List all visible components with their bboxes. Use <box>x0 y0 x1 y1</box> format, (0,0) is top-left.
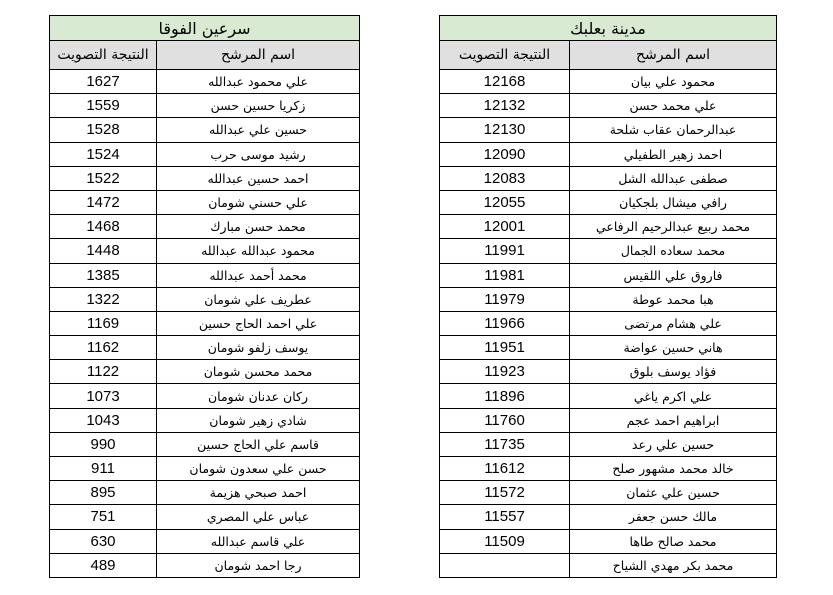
candidate-name: حسين علي عثمان <box>570 481 777 505</box>
vote-count: 11951 <box>440 336 570 360</box>
vote-count: 11981 <box>440 263 570 287</box>
vote-count: 11509 <box>440 529 570 553</box>
candidate-name: علي محمد حسن <box>570 94 777 118</box>
vote-count: 895 <box>50 481 157 505</box>
candidate-name: فؤاد يوسف بلوق <box>570 360 777 384</box>
candidate-name: حسن علي سعدون شومان <box>157 457 360 481</box>
column-header-name: اسم المرشح <box>157 41 360 70</box>
vote-count: 12001 <box>440 215 570 239</box>
table-row <box>50 94 360 118</box>
table-row <box>50 384 360 408</box>
vote-count: 751 <box>50 505 157 529</box>
table-row <box>440 239 777 263</box>
table-row <box>50 481 360 505</box>
candidate-name: محمد ربيع عبدالرحيم الرفاعي <box>570 215 777 239</box>
candidate-name: علي هشام مرتضى <box>570 311 777 335</box>
table-row <box>440 481 777 505</box>
vote-count: 11966 <box>440 311 570 335</box>
sarein-results-table <box>49 15 360 578</box>
vote-count: 1322 <box>50 287 157 311</box>
vote-count: 11991 <box>440 239 570 263</box>
table-row <box>50 505 360 529</box>
vote-count: 12130 <box>440 118 570 142</box>
vote-count: 11572 <box>440 481 570 505</box>
table-row <box>50 311 360 335</box>
candidate-name: احمد زهير الطفيلي <box>570 142 777 166</box>
vote-count: 12168 <box>440 70 570 94</box>
candidate-name: ابراهيم احمد عجم <box>570 408 777 432</box>
candidate-name: رشيد موسى حرب <box>157 142 360 166</box>
vote-count: 1559 <box>50 94 157 118</box>
table-row <box>50 529 360 553</box>
vote-count: 11735 <box>440 432 570 456</box>
candidate-name: علي اكرم ياغي <box>570 384 777 408</box>
vote-count: 11896 <box>440 384 570 408</box>
candidate-name: فاروق علي اللقيس <box>570 263 777 287</box>
table-row <box>440 553 777 577</box>
candidate-name: عطريف علي شومان <box>157 287 360 311</box>
vote-count: 11979 <box>440 287 570 311</box>
vote-count: 1448 <box>50 239 157 263</box>
table-row <box>440 190 777 214</box>
candidate-name: محمد محسن شومان <box>157 360 360 384</box>
candidate-name: رافي ميشال بلجكيان <box>570 190 777 214</box>
column-header-votes: النتيجة التصويت <box>50 41 157 70</box>
vote-count: 11760 <box>440 408 570 432</box>
vote-count: 630 <box>50 529 157 553</box>
table-row <box>50 553 360 577</box>
table-row <box>440 432 777 456</box>
table-title: مدينة بعلبك <box>440 16 777 41</box>
vote-count: 1528 <box>50 118 157 142</box>
vote-count: 12083 <box>440 166 570 190</box>
table-row <box>440 311 777 335</box>
candidate-name: حسين علي رعد <box>570 432 777 456</box>
vote-count: 1162 <box>50 336 157 360</box>
table-row <box>440 384 777 408</box>
candidate-name: رجا احمد شومان <box>157 553 360 577</box>
vote-count: 1627 <box>50 70 157 94</box>
vote-count: 1073 <box>50 384 157 408</box>
table-row <box>50 287 360 311</box>
candidate-name: محمد أحمد عبدالله <box>157 263 360 287</box>
vote-count: 990 <box>50 432 157 456</box>
table-row <box>440 336 777 360</box>
candidate-name: عبدالرحمان عقاب شلحة <box>570 118 777 142</box>
table-row <box>440 142 777 166</box>
candidate-name: يوسف زلفو شومان <box>157 336 360 360</box>
candidate-name: مالك حسن جعفر <box>570 505 777 529</box>
table-row <box>50 215 360 239</box>
table-row <box>440 118 777 142</box>
vote-count <box>440 553 570 577</box>
table-row <box>440 287 777 311</box>
table-row <box>440 70 777 94</box>
table-row <box>50 118 360 142</box>
vote-count: 1385 <box>50 263 157 287</box>
vote-count: 1122 <box>50 360 157 384</box>
table-row <box>440 263 777 287</box>
vote-count: 11612 <box>440 457 570 481</box>
table-row <box>50 166 360 190</box>
candidate-name: قاسم علي الحاج حسين <box>157 432 360 456</box>
vote-count: 12090 <box>440 142 570 166</box>
candidate-name: صطفى عبدالله الشل <box>570 166 777 190</box>
candidate-name: محمد صالح طاها <box>570 529 777 553</box>
table-row <box>50 142 360 166</box>
vote-count: 12132 <box>440 94 570 118</box>
candidate-name: محمد بكر مهدي الشياح <box>570 553 777 577</box>
table-row <box>440 408 777 432</box>
candidate-name: محمود علي بيان <box>570 70 777 94</box>
table-row <box>440 215 777 239</box>
vote-count: 911 <box>50 457 157 481</box>
table-row <box>50 239 360 263</box>
column-header-votes: النتيجة التصويت <box>440 41 570 70</box>
candidate-name: هاني حسين عواضة <box>570 336 777 360</box>
table-row <box>50 457 360 481</box>
table-row <box>50 408 360 432</box>
candidate-name: شادي زهير شومان <box>157 408 360 432</box>
candidate-name: محمد سعاده الجمال <box>570 239 777 263</box>
vote-count: 1472 <box>50 190 157 214</box>
candidate-name: احمد صبحي هزيمة <box>157 481 360 505</box>
table-row <box>440 505 777 529</box>
candidate-name: محمود عبدالله عبدالله <box>157 239 360 263</box>
vote-count: 1468 <box>50 215 157 239</box>
table-row <box>440 166 777 190</box>
table-row <box>50 190 360 214</box>
vote-count: 489 <box>50 553 157 577</box>
vote-count: 12055 <box>440 190 570 214</box>
candidate-name: علي حسني شومان <box>157 190 360 214</box>
table-row <box>440 529 777 553</box>
vote-count: 1522 <box>50 166 157 190</box>
table-title: سرعين الفوقا <box>50 16 360 41</box>
vote-count: 1169 <box>50 311 157 335</box>
candidate-name: محمد حسن مبارك <box>157 215 360 239</box>
table-row <box>50 263 360 287</box>
column-header-name: اسم المرشح <box>570 41 777 70</box>
table-row <box>50 336 360 360</box>
table-row <box>440 457 777 481</box>
vote-count: 11557 <box>440 505 570 529</box>
candidate-name: عباس علي المصري <box>157 505 360 529</box>
candidate-name: خالد محمد مشهور صلح <box>570 457 777 481</box>
vote-count: 1043 <box>50 408 157 432</box>
candidate-name: هبا محمد عوطة <box>570 287 777 311</box>
vote-count: 1524 <box>50 142 157 166</box>
candidate-name: علي محمود عبدالله <box>157 70 360 94</box>
candidate-name: علي احمد الحاج حسين <box>157 311 360 335</box>
candidate-name: حسين علي عبدالله <box>157 118 360 142</box>
baalbek-results-table <box>439 15 777 578</box>
table-row <box>440 94 777 118</box>
candidate-name: ركان عدنان شومان <box>157 384 360 408</box>
table-row <box>50 432 360 456</box>
table-row <box>440 360 777 384</box>
table-row <box>50 70 360 94</box>
candidate-name: زكريا حسين حسن <box>157 94 360 118</box>
candidate-name: علي قاسم عبدالله <box>157 529 360 553</box>
table-row <box>50 360 360 384</box>
vote-count: 11923 <box>440 360 570 384</box>
candidate-name: احمد حسين عبدالله <box>157 166 360 190</box>
